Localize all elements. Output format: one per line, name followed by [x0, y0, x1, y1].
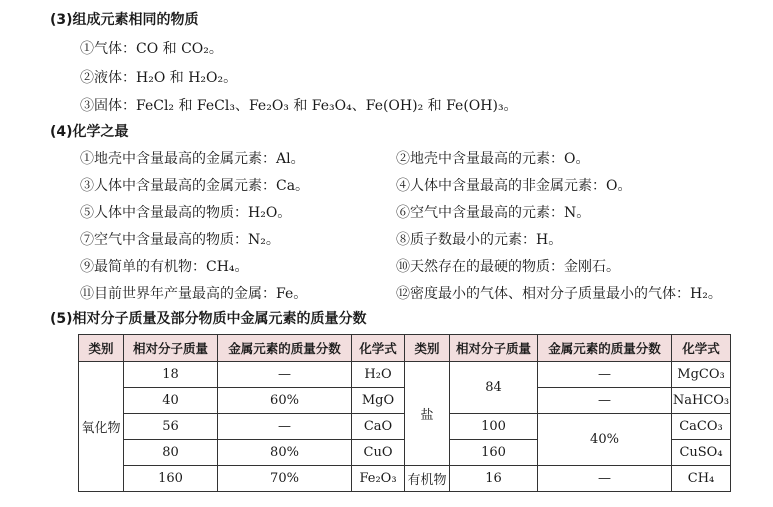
s4-item-10: ⑩天然存在的最硬的物质：金刚石。: [396, 259, 620, 275]
header-metal-fraction: 金属元素的质量分数: [218, 335, 352, 362]
cell-mr: 80: [124, 440, 218, 466]
header-molecular-mass: 相对分子质量: [124, 335, 218, 362]
table-row: [79, 466, 731, 492]
s4-item-2: ②地壳中含量最高的元素：O。: [396, 151, 590, 167]
s4-item-6: ⑥空气中含量最高的元素：N。: [396, 205, 591, 221]
cell-pct: 60%: [218, 388, 352, 414]
header-molecular-mass-2: 相对分子质量: [450, 335, 538, 362]
header-metal-fraction-2: 金属元素的质量分数: [538, 335, 672, 362]
cell-mr-salt-84: 84: [450, 362, 538, 414]
s4-item-12: ⑫密度最小的气体、相对分子质量最小的气体：H₂。: [396, 286, 722, 302]
cell-mr: 160: [124, 466, 218, 492]
cell-mr-salt-100: 100: [450, 414, 538, 440]
section-5-heading: (5)相对分子质量及部分物质中金属元素的质量分数: [50, 311, 367, 327]
category-organic: 有机物: [405, 466, 450, 492]
s4-item-11: ⑪目前世界年产量最高的金属：Fe。: [80, 286, 308, 302]
cell-pct: 80%: [218, 440, 352, 466]
cell-formula: H₂O: [352, 362, 405, 388]
cell-formula: Fe₂O₃: [352, 466, 405, 492]
header-category-2: 类别: [405, 335, 450, 362]
s4-item-9: ⑨最简单的有机物：CH₄。: [80, 259, 249, 275]
cell-pct: 70%: [218, 466, 352, 492]
cell-formula-cuso4: CuSO₄: [672, 440, 731, 466]
cell-formula: MgO: [352, 388, 405, 414]
cell-pct-mgco3: —: [538, 362, 672, 388]
cell-formula-caco3: CaCO₃: [672, 414, 731, 440]
cell-formula: CuO: [352, 440, 405, 466]
cell-mr: 40: [124, 388, 218, 414]
cell-formula-mgco3: MgCO₃: [672, 362, 731, 388]
s4-item-5: ⑤人体中含量最高的物质：H₂O。: [80, 205, 292, 221]
category-salt: 盐: [405, 362, 450, 466]
cell-mr-organic: 16: [450, 466, 538, 492]
cell-mr: 56: [124, 414, 218, 440]
cell-formula-nahco3: NaHCO₃: [672, 388, 731, 414]
section-4-heading: (4)化学之最: [50, 124, 129, 140]
cell-pct: —: [218, 362, 352, 388]
cell-pct-salt-shared: 40%: [538, 414, 672, 466]
s3-solid-item: ③固体：FeCl₂ 和 FeCl₃、Fe₂O₃ 和 Fe₃O₄、Fe(OH)₂ 和 Fe(OH)₃。: [80, 98, 518, 114]
header-category: 类别: [79, 335, 124, 362]
header-formula-2: 化学式: [672, 335, 731, 362]
cell-formula: CaO: [352, 414, 405, 440]
cell-mr-salt-160: 160: [450, 440, 538, 466]
cell-pct: —: [218, 414, 352, 440]
s4-item-8: ⑧质子数最小的元素：H。: [396, 232, 563, 248]
s3-liquid-item: ②液体：H₂O 和 H₂O₂。: [80, 70, 238, 86]
section-3-heading: (3)组成元素相同的物质: [50, 12, 199, 28]
s4-item-7: ⑦空气中含量最高的物质：N₂。: [80, 232, 280, 248]
cell-mr: 18: [124, 362, 218, 388]
header-formula: 化学式: [352, 335, 405, 362]
table-row: [79, 362, 731, 388]
cell-pct-organic: —: [538, 466, 672, 492]
cell-pct-nahco3: —: [538, 388, 672, 414]
s4-item-4: ④人体中含量最高的非金属元素：O。: [396, 178, 632, 194]
cell-formula-organic: CH₄: [672, 466, 731, 492]
s4-item-3: ③人体中含量最高的金属元素：Ca。: [80, 178, 310, 194]
s4-item-1: ①地壳中含量最高的金属元素：Al。: [80, 151, 305, 167]
molecular-mass-table: [78, 334, 731, 492]
s3-gas-item: ①气体：CO 和 CO₂。: [80, 41, 223, 57]
category-oxide: 氧化物: [79, 362, 124, 492]
table-header-row: [79, 335, 731, 362]
